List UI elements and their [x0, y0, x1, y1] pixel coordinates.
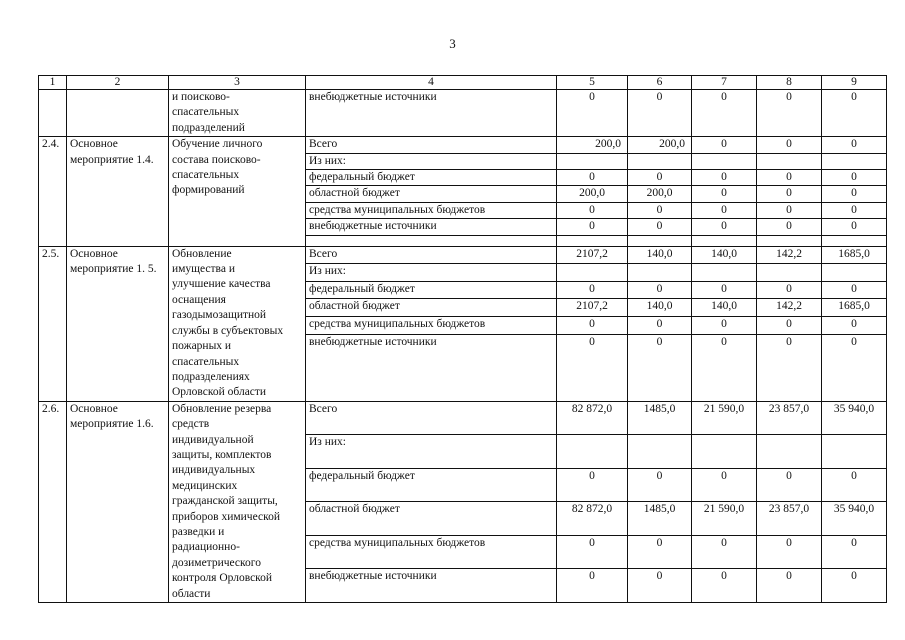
- col-header-7: 7: [692, 76, 757, 90]
- funding-source-cell: областной бюджет: [306, 299, 557, 317]
- value-cell-col-7: [692, 153, 757, 169]
- index-cell: 2.6.: [39, 401, 67, 602]
- description-cell: и поисково- спасательных подразделений: [169, 90, 306, 137]
- value-cell-col-7: 0: [692, 202, 757, 218]
- funding-source-cell: Всего: [306, 137, 557, 153]
- value-cell-col-8: 0: [757, 468, 822, 502]
- value-cell-col-6: 0: [628, 170, 692, 186]
- value-cell-col-5: [557, 435, 628, 469]
- value-cell-col-5: [557, 264, 628, 282]
- value-cell-col-9: 0: [822, 137, 887, 153]
- value-cell-col-7: 0: [692, 90, 757, 137]
- value-cell-col-9: 0: [822, 468, 887, 502]
- funding-source-cell: Из них:: [306, 153, 557, 169]
- value-cell-col-8: 142,2: [757, 246, 822, 264]
- value-cell-col-6: 0: [628, 90, 692, 137]
- value-cell-col-6: 0: [628, 281, 692, 299]
- value-cell-col-5: 0: [557, 170, 628, 186]
- col-header-9: 9: [822, 76, 887, 90]
- index-cell: 2.5.: [39, 246, 67, 401]
- value-cell-col-6: 0: [628, 468, 692, 502]
- col-header-5: 5: [557, 76, 628, 90]
- value-cell-col-8: [757, 153, 822, 169]
- value-cell-col-9: 0: [822, 317, 887, 335]
- value-cell-col-5: 0: [557, 317, 628, 335]
- value-cell-col-6: 140,0: [628, 299, 692, 317]
- measure-cell: Основное мероприятие 1.6.: [67, 401, 169, 602]
- value-cell-col-5: 82 872,0: [557, 502, 628, 536]
- value-cell-col-9: 0: [822, 202, 887, 218]
- value-cell-col-9: 0: [822, 281, 887, 299]
- value-cell-col-6: 200,0: [628, 137, 692, 153]
- funding-source-cell: Из них:: [306, 264, 557, 282]
- value-cell-col-6: 1485,0: [628, 401, 692, 435]
- funding-source-cell: областной бюджет: [306, 502, 557, 536]
- table-row: [39, 401, 887, 435]
- funding-source-cell: средства муниципальных бюджетов: [306, 317, 557, 335]
- value-cell-col-8: 142,2: [757, 299, 822, 317]
- value-cell-col-6: 1485,0: [628, 502, 692, 536]
- page-number: 3: [449, 36, 456, 51]
- value-cell-col-8: 0: [757, 281, 822, 299]
- spacer-cell: [628, 235, 692, 246]
- spacer-cell: [557, 235, 628, 246]
- measure-cell: Основное мероприятие 1.4.: [67, 137, 169, 246]
- value-cell-col-7: 0: [692, 317, 757, 335]
- measure-cell: [67, 90, 169, 137]
- value-cell-col-8: 0: [757, 186, 822, 202]
- description-cell: Обновление резерва средств индивидуальной защиты, комплектов индивидуальных медицинских гражданской защиты, приборов химической разведки и радиационно- дозиметрического контроля Орловской области: [169, 401, 306, 602]
- value-cell-col-7: 0: [692, 170, 757, 186]
- table-row: [39, 137, 887, 153]
- description-cell: Обучение личного состава поисково- спасательных формирований: [169, 137, 306, 246]
- value-cell-col-6: 0: [628, 535, 692, 569]
- value-cell-col-8: 0: [757, 90, 822, 137]
- funding-source-cell: Всего: [306, 246, 557, 264]
- col-header-4: 4: [306, 76, 557, 90]
- value-cell-col-9: 0: [822, 334, 887, 401]
- value-cell-col-6: 0: [628, 317, 692, 335]
- value-cell-col-5: 82 872,0: [557, 401, 628, 435]
- value-cell-col-8: [757, 435, 822, 469]
- value-cell-col-6: 140,0: [628, 246, 692, 264]
- value-cell-col-5: 2107,2: [557, 299, 628, 317]
- value-cell-col-7: 0: [692, 468, 757, 502]
- value-cell-col-5: 0: [557, 468, 628, 502]
- value-cell-col-9: 0: [822, 535, 887, 569]
- funding-source-cell: средства муниципальных бюджетов: [306, 535, 557, 569]
- budget-table: [38, 75, 887, 603]
- value-cell-col-7: 0: [692, 186, 757, 202]
- value-cell-col-6: 200,0: [628, 186, 692, 202]
- value-cell-col-7: [692, 435, 757, 469]
- value-cell-col-8: 0: [757, 219, 822, 235]
- value-cell-col-8: 0: [757, 317, 822, 335]
- value-cell-col-5: 0: [557, 202, 628, 218]
- description-cell: Обновление имущества и улучшение качества оснащения газодымозащитной службы в субъектовых пожарных и спасательных подразделениях Орловской области: [169, 246, 306, 401]
- value-cell-col-7: 0: [692, 334, 757, 401]
- value-cell-col-7: 21 590,0: [692, 401, 757, 435]
- value-cell-col-5: 0: [557, 569, 628, 603]
- continuation-row: [39, 90, 887, 137]
- value-cell-col-5: 0: [557, 535, 628, 569]
- value-cell-col-9: [822, 435, 887, 469]
- value-cell-col-8: 0: [757, 535, 822, 569]
- value-cell-col-7: 0: [692, 219, 757, 235]
- value-cell-col-6: 0: [628, 219, 692, 235]
- value-cell-col-7: 0: [692, 535, 757, 569]
- value-cell-col-6: [628, 264, 692, 282]
- funding-source-cell: федеральный бюджет: [306, 468, 557, 502]
- index-cell: 2.4.: [39, 137, 67, 246]
- value-cell-col-8: 0: [757, 137, 822, 153]
- value-cell-col-6: 0: [628, 202, 692, 218]
- value-cell-col-6: 0: [628, 569, 692, 603]
- value-cell-col-5: 0: [557, 334, 628, 401]
- funding-source-cell: внебюджетные источники: [306, 219, 557, 235]
- value-cell-col-9: 0: [822, 170, 887, 186]
- value-cell-col-7: 0: [692, 569, 757, 603]
- funding-source-cell: средства муниципальных бюджетов: [306, 202, 557, 218]
- value-cell-col-8: 23 857,0: [757, 401, 822, 435]
- value-cell-col-7: 140,0: [692, 299, 757, 317]
- funding-source-cell: областной бюджет: [306, 186, 557, 202]
- value-cell-col-8: 0: [757, 170, 822, 186]
- funding-source-cell: внебюджетные источники: [306, 90, 557, 137]
- spacer-cell: [692, 235, 757, 246]
- col-header-2: 2: [67, 76, 169, 90]
- value-cell-col-7: 0: [692, 137, 757, 153]
- col-header-1: 1: [39, 76, 67, 90]
- value-cell-col-9: [822, 264, 887, 282]
- value-cell-col-9: 1685,0: [822, 246, 887, 264]
- measure-cell: Основное мероприятие 1. 5.: [67, 246, 169, 401]
- value-cell-col-5: 0: [557, 219, 628, 235]
- funding-source-cell: внебюджетные источники: [306, 334, 557, 401]
- value-cell-col-6: [628, 153, 692, 169]
- value-cell-col-9: 1685,0: [822, 299, 887, 317]
- value-cell-col-6: 0: [628, 334, 692, 401]
- value-cell-col-5: 0: [557, 90, 628, 137]
- value-cell-col-5: 2107,2: [557, 246, 628, 264]
- table-row: [39, 246, 887, 264]
- funding-source-cell: Всего: [306, 401, 557, 435]
- col-header-8: 8: [757, 76, 822, 90]
- value-cell-col-9: 35 940,0: [822, 401, 887, 435]
- spacer-cell: [757, 235, 822, 246]
- value-cell-col-7: 21 590,0: [692, 502, 757, 536]
- value-cell-col-6: [628, 435, 692, 469]
- value-cell-col-8: [757, 264, 822, 282]
- value-cell-col-9: 35 940,0: [822, 502, 887, 536]
- value-cell-col-5: 200,0: [557, 137, 628, 153]
- value-cell-col-9: 0: [822, 90, 887, 137]
- table-body: [39, 90, 887, 603]
- spacer-cell: [306, 235, 557, 246]
- value-cell-col-8: 23 857,0: [757, 502, 822, 536]
- spacer-cell: [822, 235, 887, 246]
- funding-source-cell: внебюджетные источники: [306, 569, 557, 603]
- value-cell-col-9: 0: [822, 569, 887, 603]
- index-cell: [39, 90, 67, 137]
- value-cell-col-8: 0: [757, 569, 822, 603]
- value-cell-col-9: [822, 153, 887, 169]
- value-cell-col-5: 0: [557, 281, 628, 299]
- funding-source-cell: Из них:: [306, 435, 557, 469]
- funding-source-cell: федеральный бюджет: [306, 170, 557, 186]
- value-cell-col-7: 140,0: [692, 246, 757, 264]
- value-cell-col-5: 200,0: [557, 186, 628, 202]
- value-cell-col-8: 0: [757, 334, 822, 401]
- value-cell-col-8: 0: [757, 202, 822, 218]
- value-cell-col-9: 0: [822, 219, 887, 235]
- value-cell-col-5: [557, 153, 628, 169]
- funding-source-cell: федеральный бюджет: [306, 281, 557, 299]
- value-cell-col-7: 0: [692, 281, 757, 299]
- value-cell-col-9: 0: [822, 186, 887, 202]
- value-cell-col-7: [692, 264, 757, 282]
- col-header-3: 3: [169, 76, 306, 90]
- header-row: [39, 76, 887, 90]
- col-header-6: 6: [628, 76, 692, 90]
